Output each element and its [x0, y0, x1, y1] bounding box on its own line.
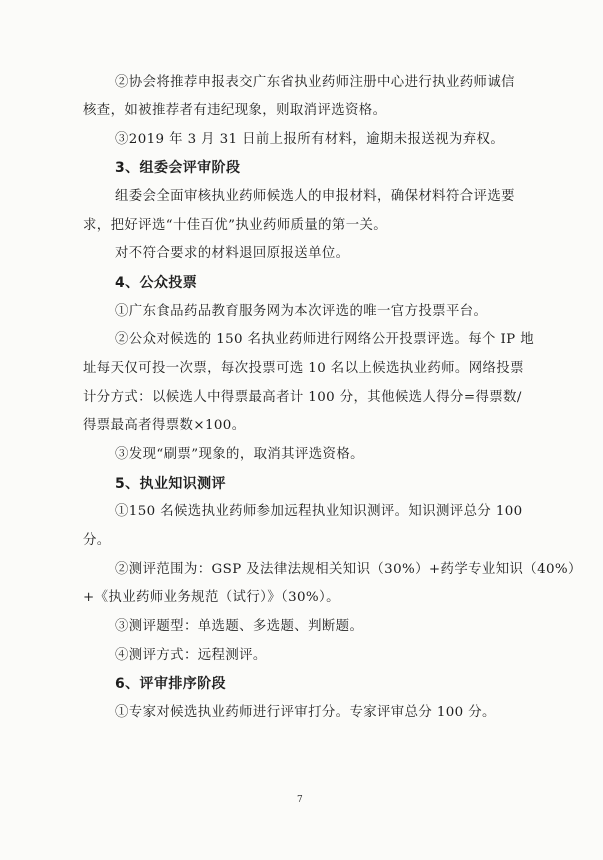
section-heading-5: 5、执业知识测评	[115, 476, 226, 492]
paragraph-line: ③2019 年 3 月 31 日前上报所有材料，逾期未报送视为弃权。	[115, 132, 505, 147]
paragraph-line: ③测评题型：单选题、多选题、判断题。	[115, 619, 364, 634]
section-heading-6: 6、评审排序阶段	[115, 676, 226, 692]
paragraph-line: 组委会全面审核执业药师候选人的申报材料，确保材料符合评选要	[115, 189, 515, 204]
paragraph-line: ②公众对候选的 150 名执业药师进行网络公开投票评选。每个 IP 地	[115, 332, 535, 347]
paragraph-line: ①150 名候选执业药师参加远程执业知识测评。知识测评总分 100	[115, 504, 523, 519]
paragraph-line: ②测评范围为：GSP 及法律法规相关知识（30%）+药学专业知识（40%）	[115, 562, 582, 577]
paragraph-line: +《执业药师业务规范（试行）》（30%）。	[83, 590, 340, 605]
section-heading-3: 3、组委会评审阶段	[115, 160, 241, 176]
paragraph-line: 分。	[83, 533, 111, 548]
paragraph-line: ①广东食品药品教育服务网为本次评选的唯一官方投票平台。	[115, 304, 488, 319]
section-heading-4: 4、公众投票	[115, 275, 198, 291]
paragraph-line: 计分方式：以候选人中得票最高者计 100 分，其他候选人得分=得票数/	[83, 390, 522, 405]
paragraph-line: 对不符合要求的材料退回原报送单位。	[115, 246, 350, 261]
paragraph-line: ④测评方式：远程测评。	[115, 648, 267, 663]
paragraph-line: 核查，如被推荐者有违纪现象，则取消评选资格。	[83, 103, 387, 118]
page-number: 7	[297, 795, 303, 805]
paragraph-line: 址每天仅可投一次票，每次投票可选 10 名以上候选执业药师。网络投票	[83, 361, 524, 376]
paragraph-line: 得票最高者得票数×100。	[83, 418, 246, 433]
paragraph-line: ①专家对候选执业药师进行评审打分。专家评审总分 100 分。	[115, 705, 496, 720]
paragraph-line: 求，把好评选“十佳百优”执业药师质量的第一关。	[83, 218, 388, 233]
paragraph-line: ③发现“刷票”现象的，取消其评选资格。	[115, 447, 364, 462]
paragraph-line: ②协会将推荐申报表交广东省执业药师注册中心进行执业药师诚信	[115, 75, 515, 90]
